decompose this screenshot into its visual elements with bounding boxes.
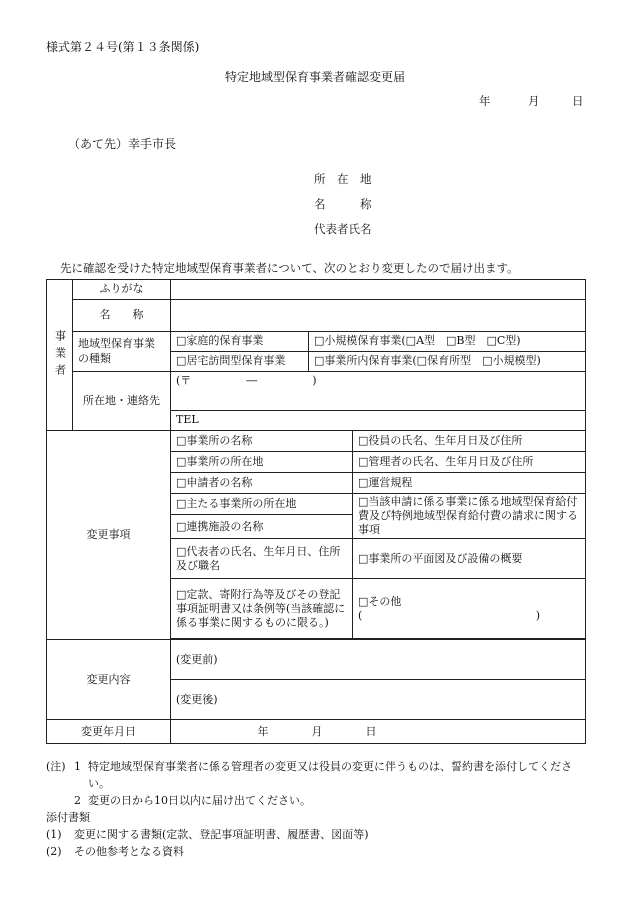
change-item-manager-info[interactable]: □管理者の氏名、生年月日及び住所 [353, 452, 586, 473]
note-1-text: 特定地域型保育事業者に係る管理者の変更又は役員の変更に伴うものは、誓約書を添付してください。 [88, 760, 572, 791]
change-date-field[interactable] [171, 720, 586, 744]
change-date-year: 年 [257, 724, 269, 738]
change-date-day: 日 [365, 724, 377, 738]
document-title: 特定地域型保育事業者確認変更届 [224, 70, 405, 84]
attachment-1-number: (1) [46, 828, 62, 842]
change-item-other[interactable] [353, 579, 586, 639]
note-2-number: 2 [74, 794, 81, 808]
header-date-month: 月 [528, 94, 540, 108]
change-date-month: 月 [311, 724, 323, 738]
postal-dash: ― [246, 374, 258, 387]
change-item-other-label: □その他 [358, 594, 402, 608]
name-field[interactable] [171, 300, 586, 332]
change-item-partner-facility[interactable]: □連携施設の名称 [171, 515, 353, 539]
furigana-label: ふりがな [73, 280, 171, 300]
change-item-articles[interactable]: □定款、寄附行為等及びその登記事項証明書又は条例等(当該確認に係る事業に関するものに限る。) [171, 579, 353, 639]
change-item-benefit-claim[interactable]: □当該申請に係る事業に係る地域型保育給付費及び特例地域型保育給付費の請求に関する事項 [353, 494, 586, 539]
change-item-floor-plan[interactable]: □事業所の平面図及び設備の概要 [353, 539, 586, 579]
type-option-jigyoshonai[interactable]: □事業所内保育事業(□保育所型 □小規模型) [309, 352, 586, 372]
change-date-label: 変更年月日 [47, 720, 171, 744]
attachment-1 [46, 826, 586, 843]
other-paren-open: ( [358, 608, 363, 622]
business-type-label: 地域型保育事業の種類 [73, 332, 171, 372]
postal-address-field[interactable] [171, 372, 586, 411]
note-2 [46, 792, 586, 809]
name-label: 名 称 [73, 300, 171, 332]
jigyosha-label: 事業者 [47, 280, 73, 431]
attachment-2 [46, 843, 586, 860]
change-item-officer-info[interactable]: □役員の氏名、生年月日及び住所 [353, 431, 586, 452]
other-paren-close: ) [535, 608, 541, 622]
change-item-operating-rules[interactable]: □運営規程 [353, 473, 586, 494]
furigana-field[interactable] [171, 280, 586, 300]
change-items-label: 変更事項 [47, 431, 171, 640]
applicant-name-label: 名 称 [314, 197, 372, 211]
type-option-kateiteki[interactable]: □家庭的保育事業 [171, 332, 309, 352]
note-mark: (注) [46, 760, 66, 773]
applicant-representative-label: 代表者氏名 [314, 222, 372, 236]
change-item-business-name[interactable]: □事業所の名称 [171, 431, 353, 452]
postal-prefix: (〒 [176, 374, 192, 387]
note-1-number: 1 [74, 760, 81, 773]
notes-section [46, 758, 586, 860]
intro-text: 先に確認を受けた特定地域型保育事業者について、次のとおり変更したので届け出ます。 [60, 261, 519, 275]
address-contact-label: 所在地・連絡先 [73, 372, 171, 431]
change-item-business-location[interactable]: □事業所の所在地 [171, 452, 353, 473]
change-item-representative[interactable]: □代表者の氏名、生年月日、住所及び職名 [171, 539, 353, 579]
form-number: 様式第２４号(第１３条関係) [46, 40, 200, 54]
applicant-location-label: 所 在 地 [314, 172, 372, 186]
postal-suffix: ) [312, 374, 317, 387]
attachment-2-number: (2) [46, 845, 62, 859]
change-item-applicant-name[interactable]: □申請者の名称 [171, 473, 353, 494]
change-form-table [46, 279, 586, 744]
note-1 [46, 758, 586, 792]
change-item-main-office-location[interactable]: □主たる事業所の所在地 [171, 494, 353, 515]
change-after-field[interactable]: (変更後) [171, 680, 586, 720]
type-option-kyotaku[interactable]: □居宅訪問型保育事業 [171, 352, 309, 372]
attachment-1-text: 変更に関する書類(定款、登記事項証明書、履歴書、図面等) [74, 828, 369, 842]
addressee: （あて先）幸手市長 [68, 137, 177, 151]
change-content-label: 変更内容 [47, 640, 171, 720]
note-2-text: 変更の日から10日以内に届け出てください。 [88, 794, 311, 808]
tel-field[interactable]: TEL [171, 411, 586, 431]
header-date-day: 日 [572, 94, 584, 108]
attachments-heading: 添付書類 [46, 811, 90, 825]
type-option-shokibo[interactable]: □小規模保育事業(□A型 □B型 □C型) [309, 332, 586, 352]
change-before-field[interactable]: (変更前) [171, 640, 586, 680]
attachment-2-text: その他参考となる資料 [74, 845, 184, 859]
header-date-year: 年 [479, 94, 491, 108]
